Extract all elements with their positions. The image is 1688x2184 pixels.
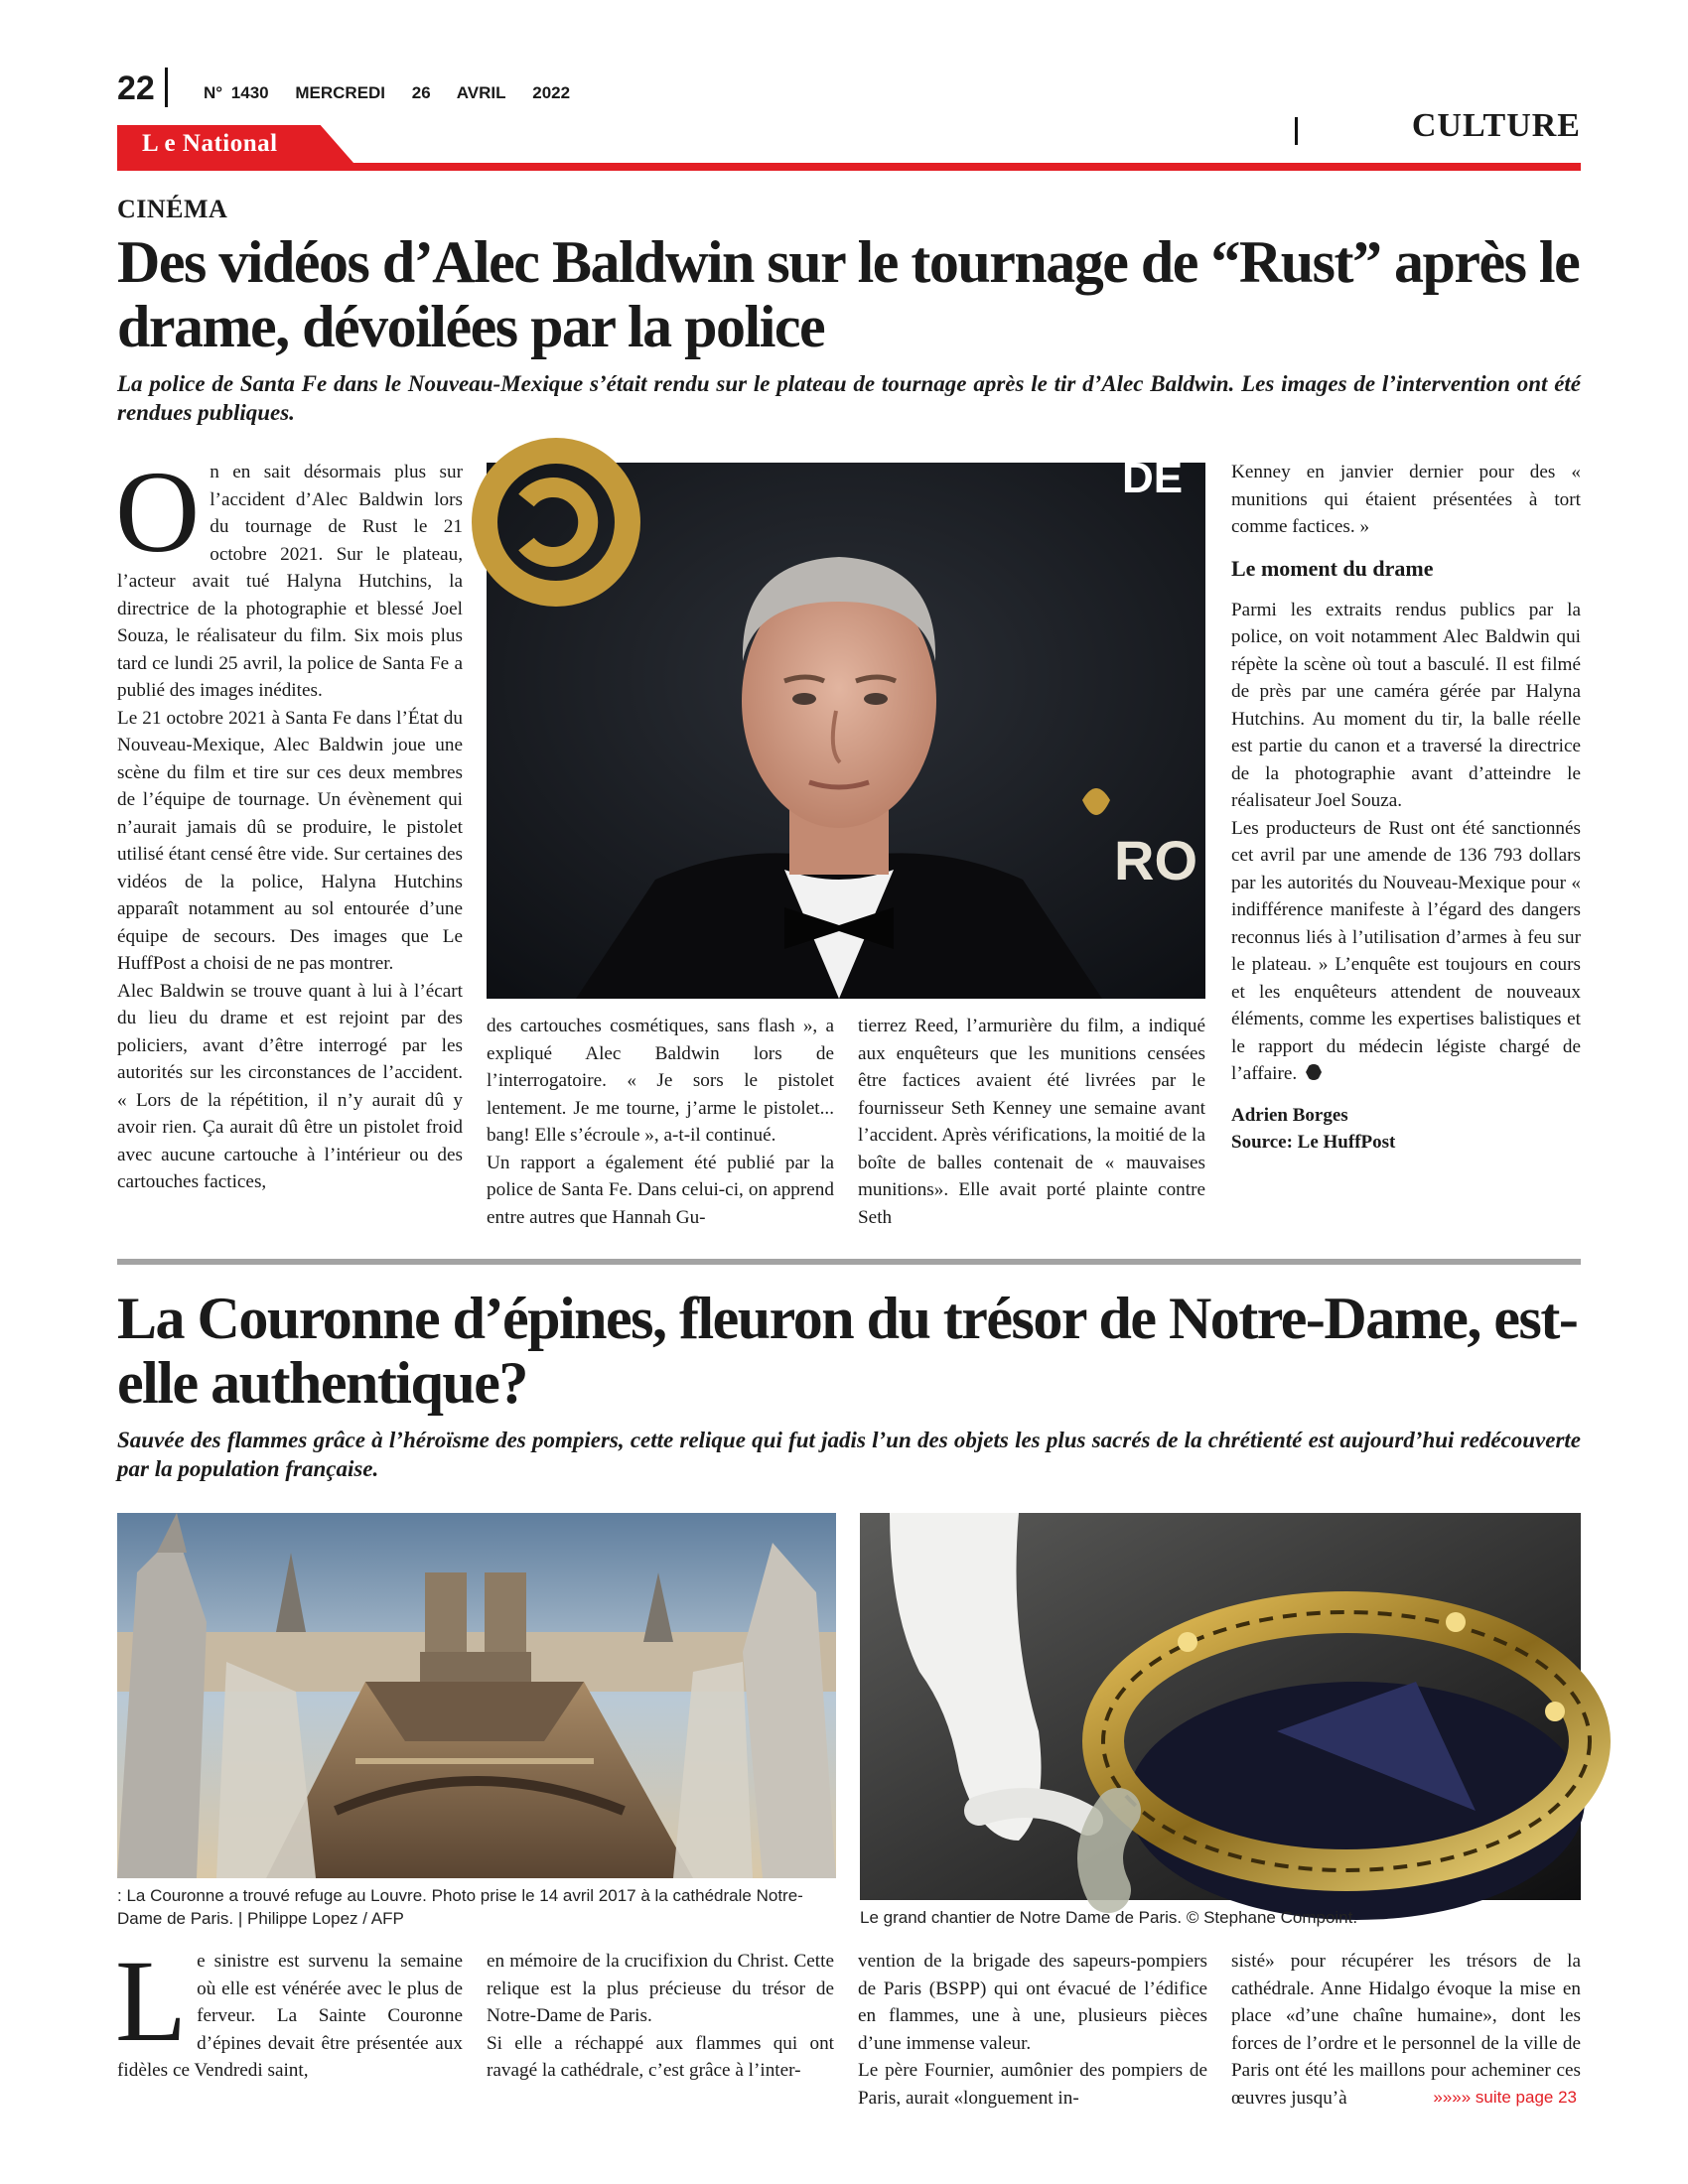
source-credit: Source: Le HuffPost: [1231, 1131, 1396, 1153]
continued-on-page[interactable]: »»»» suite page 23: [1429, 2088, 1581, 2108]
photo-caption-left: : La Couronne a trouvé refuge au Louvre. Photo prise le 14 avril 2017 à la cathédrale Notre-Dame de Paris. | Philippe Lopez / AFP: [117, 1886, 803, 1928]
paragraph-text: Les producteurs de Rust ont été sanctionnés cet avril par une amende de 136 793 dollars par les autorités du Nouveau-Mexique pour « indifférence manifeste à l’égard des dangers reconnus liés à l’utilisation d’armes à feu sur le plateau. » L’enquête est toujours en cours et les enquêteurs attendent de nouveaux éléments, comme les expertises balistiques et le rapport du médecin légiste chargé de l’affaire.: [1231, 817, 1581, 1084]
weekday: MERCREDI: [295, 83, 386, 102]
article-column-3: [858, 1013, 1205, 1233]
article2-column-3: [858, 1948, 1207, 2109]
masthead-rule: [117, 163, 1581, 171]
article-separator: [117, 1259, 1581, 1265]
paragraph: tierrez Reed, l’armurière du film, a indiqué aux enquêteurs que les munitions censées être factices avaient été livrées par le fournisseur Seth Kenney une semaine avant l’accident. Après vérifications, la moitié de la boîte de balles contenait de « mauvaises munitions». Elle avait porté plainte contre Seth: [858, 1016, 1205, 1228]
issue-date-line: [204, 83, 588, 103]
article2-column-2: [487, 1948, 834, 2087]
paragraph: des cartouches cosmétiques, sans flash », a expliqué Alec Baldwin lors de l’interrogatoire. « Je sors le pistolet lentement. Je me tourne, j’arme le pistolet... bang! Elle s’écroule », a-t-il continué.: [487, 1016, 834, 1146]
page-number-divider: [165, 68, 168, 107]
drop-cap: O: [115, 447, 201, 577]
portrait-photo: [487, 454, 1205, 999]
article-headline-2: La Couronne d’épines, fleuron du trésor de Notre-Dame, est-elle authentique?: [117, 1286, 1578, 1416]
paragraph: Le 21 octobre 2021 à Santa Fe dans l’État du Nouveau-Mexique, Alec Baldwin joue une scène du film et tire sur ces deux membres de l’équipe de tournage. Un évènement qui n’aurait jamais dû se produire, le pistolet utilisé étant censé être vide. Sur certaines des vidéos de la police, Halyna Hutchins apparaît notamment au sol entourée d’une équipe de secours. Des images que Le HuffPost a choisi de ne pas montrer.: [117, 707, 463, 974]
year: 2022: [532, 83, 571, 102]
paragraph: Alec Baldwin se trouve quant à lui à l’écart du lieu du drame et est rejoint par des policiers, avant d’être interrogé par les autorités sur les circonstances de l’accident. « Lors de la répétition, il n’y aurait dû y avoir rien. Ça aurait dû être un pistolet froid avec aucune cartouche à l’intérieur ou des cartouches factices,: [117, 980, 463, 1192]
paragraph: Si elle a réchappé aux flammes qui ont ravagé la cathédrale, c’est grâce à l’inter-: [487, 2032, 834, 2081]
svg-text:RO: RO: [1114, 829, 1197, 891]
photo-caption-right: Le grand chantier de Notre Dame de Paris. © Stephane Compoint.: [860, 1908, 1358, 1927]
end-of-article-icon: [1306, 1064, 1322, 1080]
article-column-4: [1231, 459, 1581, 1233]
article-column-2: [487, 1013, 834, 1233]
paragraph: [1231, 815, 1581, 1088]
paragraph: Un rapport a également été publié par la police de Santa Fe. Dans celui-ci, on apprend entre autres que Hannah Gu-: [487, 1152, 834, 1228]
paragraph: n en sait désormais plus sur l’accident d’Alec Baldwin lors du tournage de Rust le 21 octobre 2021. Sur le plateau, l’acteur avait tué Halyna Hutchins, la directrice de la photographie et blessé Joel Souza, le réalisateur du film. Six mois plus tard ce lundi 25 avril, la police de Santa Fe a publié des images inédites.: [117, 462, 463, 701]
paragraph: e sinistre est survenu la semaine où elle est vénérée avec le plus de ferveur. La Sainte Couronne d’épines devait être présentée aux fidèles ce Vendredi saint,: [117, 1951, 463, 2081]
section-title: CULTURE: [1411, 107, 1581, 144]
month: AVRIL: [456, 83, 506, 102]
paragraph: Le père Fournier, aumônier des pompiers de Paris, aurait «longuement in-: [858, 2060, 1207, 2109]
crown-photo: [860, 1513, 1581, 1900]
article2-column-1: [115, 1936, 463, 2087]
section-divider: [1295, 117, 1298, 145]
article-kicker: CINÉMA: [117, 195, 228, 223]
author-byline: Adrien Borges: [1231, 1104, 1348, 1126]
article-column-1: [115, 447, 463, 1233]
svg-text:DE: DE: [1122, 454, 1184, 502]
day: 26: [411, 83, 431, 102]
portrait-illustration: [487, 454, 1205, 999]
issue-number: N° 1430: [204, 83, 269, 102]
cathedral-photo: [117, 1513, 836, 1878]
drop-cap: L: [115, 1936, 188, 2066]
article-dek-2: Sauvée des flammes grâce à l’héroïsme des pompiers, cette relique qui fut jadis l’un des objets les plus sacrés de la chrétienté est aujourd’hui redécouverte par la population française.: [117, 1428, 1581, 1482]
cathedral-illustration: [117, 1513, 836, 1878]
paragraph: en mémoire de la crucifixion du Christ. Cette relique est la plus précieuse du trésor de Notre-Dame de Paris.: [487, 1951, 834, 2026]
paragraph: vention de la brigade des sapeurs-pompiers de Paris (BSPP) qui ont évacué de l’édifice en flammes, une à une, plusieurs pièces d’une immense valeur.: [858, 1951, 1207, 2054]
paragraph: Parmi les extraits rendus publics par la police, on voit notamment Alec Baldwin qui répète la scène où tout a basculé. Il est filmé de près par une caméra gérée par Halyna Hutchins. Au moment du tir, la balle réelle est partie du canon et a traversé la directrice de la photographie avant d’atteindre le réalisateur Joel Souza.: [1231, 599, 1581, 811]
subheading: Le moment du drame: [1231, 555, 1434, 581]
article-headline: Des vidéos d’Alec Baldwin sur le tournage de “Rust” après le drame, dévoilées par la police: [117, 229, 1580, 359]
article-dek: La police de Santa Fe dans le Nouveau-Mexique s’était rendu sur le plateau de tournage après le tir d’Alec Baldwin. Les images de l’intervention ont été rendues publiques.: [117, 371, 1581, 426]
paragraph: Kenney en janvier dernier pour des « munitions qui étaient présentées à tort comme factices. »: [1231, 462, 1581, 537]
page-number: 22: [117, 69, 155, 107]
crown-illustration: [860, 1513, 1581, 1900]
paragraph: sisté» pour récupérer les trésors de la cathédrale. Anne Hidalgo évoque la mise en place «d’une chaîne humaine», dont les forces de l’ordre et le personnel de la ville de Paris ont été les maillons pour acheminer ces œuvres jusqu’à: [1231, 1951, 1581, 2109]
brand-logo: L e National: [142, 130, 278, 157]
